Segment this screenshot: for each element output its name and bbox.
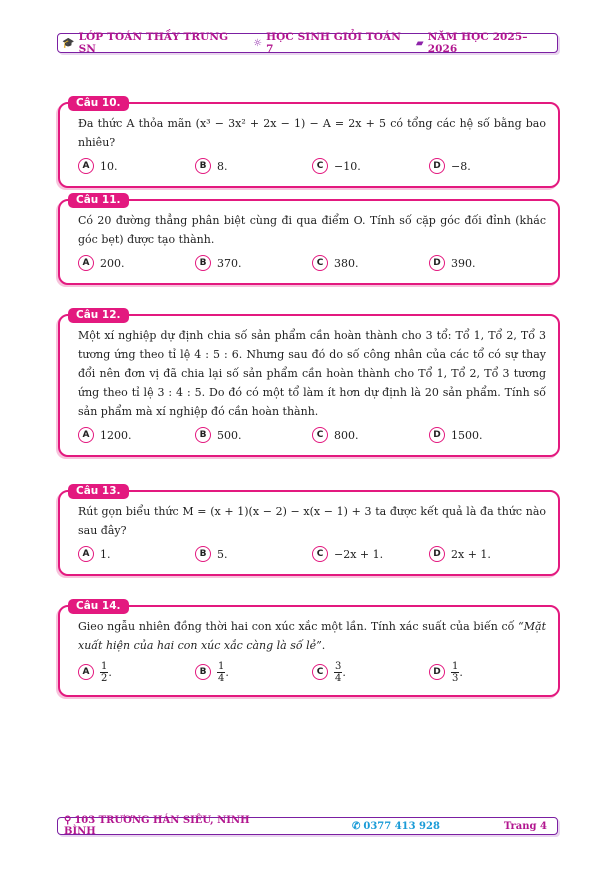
option-b[interactable] xyxy=(195,427,312,443)
option-letter: C xyxy=(312,427,328,443)
option-letter: B xyxy=(195,427,211,443)
footer-address xyxy=(64,815,284,837)
option-c[interactable] xyxy=(312,546,429,562)
option-value: 1200. xyxy=(100,428,132,442)
option-letter: B xyxy=(195,664,211,680)
phone-text: 0377 413 928 xyxy=(363,820,440,832)
option-value: 1. xyxy=(100,547,111,561)
option-b[interactable]: B $\frac{1}{4}$ . xyxy=(195,661,312,684)
option-letter: D xyxy=(429,158,445,174)
option-a[interactable]: A $\frac{1}{2}$ . xyxy=(78,661,195,684)
option-value: 8. xyxy=(217,159,228,173)
question-text: Rút gọn biểu thức M = (x + 1)(x − 2) − x(x − 1) + 3 ta được kết quả là đa thức nào sau đây? xyxy=(78,505,546,537)
question-text xyxy=(78,617,546,655)
option-letter: D xyxy=(429,427,445,443)
header-class-name: LỚP TOÁN THẦY TRUNG SN xyxy=(78,31,229,55)
option-fraction xyxy=(217,661,225,684)
header-subject: HỌC SINH GIỎI TOÁN 7 xyxy=(266,31,401,55)
option-letter: C xyxy=(312,158,328,174)
option-fraction xyxy=(334,661,342,684)
option-value: 800. xyxy=(334,428,359,442)
option-value: 200. xyxy=(100,256,125,270)
question-label: Câu 14. xyxy=(68,599,129,614)
question-14 xyxy=(58,600,560,697)
option-letter: D xyxy=(429,546,445,562)
option-fraction xyxy=(100,661,108,684)
footer-phone xyxy=(352,821,492,832)
fraction-numerator: 1 xyxy=(101,660,108,672)
answer-options xyxy=(78,542,546,566)
option-b[interactable] xyxy=(195,255,312,271)
answer-options xyxy=(78,154,546,178)
page-footer xyxy=(57,817,558,835)
answer-options xyxy=(78,251,546,275)
fraction-denominator: 4 xyxy=(335,672,342,684)
option-letter: A xyxy=(78,664,94,680)
question-label: Câu 10. xyxy=(68,96,129,111)
option-letter: A xyxy=(78,255,94,271)
answer-options xyxy=(78,657,546,687)
address-text: 103 TRƯƠNG HÁN SIÊU, NINH BÌNH xyxy=(64,815,250,837)
option-letter: D xyxy=(429,664,445,680)
option-value: −10. xyxy=(334,159,361,173)
option-d[interactable] xyxy=(429,546,546,562)
fraction-numerator: 3 xyxy=(335,660,342,672)
question-text: Đa thức A thỏa mãn (x³ − 3x² + 2x − 1) − A = 2x + 5 có tổng các hệ số bằng bao nhiêu? xyxy=(78,117,546,149)
answer-options xyxy=(78,423,546,447)
question-10 xyxy=(58,97,560,188)
option-a[interactable] xyxy=(78,427,195,443)
option-a[interactable] xyxy=(78,158,195,174)
question-text-plain: Gieo ngẫu nhiên đồng thời hai con xúc xắc một lần. Tính xác suất của biến cố xyxy=(78,620,519,633)
option-fraction xyxy=(451,661,459,684)
page-number: Trang 4 xyxy=(503,820,547,832)
option-value: 390. xyxy=(451,256,476,270)
question-text-italic: “Mặt xuất hiện của hai con xúc xắc càng là số lẻ” xyxy=(78,620,546,652)
option-value: −2x + 1. xyxy=(334,547,384,561)
header-school-year: NĂM HỌC 2025–2026 xyxy=(427,31,528,55)
option-d[interactable] xyxy=(429,427,546,443)
phone-icon: ✆ xyxy=(352,820,361,832)
option-letter: A xyxy=(78,546,94,562)
option-b[interactable] xyxy=(195,158,312,174)
option-value: 10. xyxy=(100,159,118,173)
option-c[interactable] xyxy=(312,158,429,174)
question-label: Câu 13. xyxy=(68,484,129,499)
option-d[interactable] xyxy=(429,158,546,174)
question-12 xyxy=(58,309,560,457)
map-pin-icon: ⚲ xyxy=(64,815,72,826)
option-d[interactable]: D $\frac{1}{3}$ . xyxy=(429,661,546,684)
question-text-end: . xyxy=(321,639,326,652)
option-value: 380. xyxy=(334,256,359,270)
question-label: Câu 11. xyxy=(68,193,129,208)
option-value: 500. xyxy=(217,428,242,442)
option-c[interactable]: C $\frac{3}{4}$ . xyxy=(312,661,429,684)
option-c[interactable] xyxy=(312,255,429,271)
fraction-numerator: 1 xyxy=(452,660,459,672)
question-11 xyxy=(58,194,560,285)
question-13 xyxy=(58,485,560,576)
option-value: 5. xyxy=(217,547,228,561)
option-letter: A xyxy=(78,427,94,443)
book-icon: ▰ xyxy=(415,37,424,49)
fraction-denominator: 2 xyxy=(101,672,108,684)
option-letter: C xyxy=(312,546,328,562)
fraction-numerator: 1 xyxy=(218,660,225,672)
question-text: Một xí nghiệp dự định chia số sản phẩm cần hoàn thành cho 3 tổ: Tổ 1, Tổ 2, Tổ 3 tương ứng theo tỉ lệ 4 : 5 : 6. Nhưng sau đó do số công nhân của các tổ có sự thay đổi nên đơn vị đã chia lại số sản phẩm cần hoàn thành cho Tổ 1, Tổ 2, Tổ 3 tương ứng theo tỉ lệ 3 : 4 : 5. Do đó có một tổ làm ít hơn dự định là 20 sản phẩm. Tính số sản phẩm mà xí nghiệp đó cần hoàn thành. xyxy=(78,329,546,418)
option-letter: B xyxy=(195,546,211,562)
option-letter: B xyxy=(195,158,211,174)
sun-icon: ☼ xyxy=(253,37,263,49)
option-b[interactable] xyxy=(195,546,312,562)
fraction-denominator: 3 xyxy=(452,672,459,684)
option-letter: B xyxy=(195,255,211,271)
option-letter: D xyxy=(429,255,445,271)
option-letter: A xyxy=(78,158,94,174)
option-a[interactable] xyxy=(78,546,195,562)
page-header xyxy=(57,33,558,53)
option-a[interactable] xyxy=(78,255,195,271)
option-d[interactable] xyxy=(429,255,546,271)
option-value: −8. xyxy=(451,159,471,173)
option-value: 1500. xyxy=(451,428,483,442)
option-value: 2x + 1. xyxy=(451,547,491,561)
question-text: Có 20 đường thẳng phân biệt cùng đi qua điểm O. Tính số cặp góc đối đỉnh (khác góc bẹt) được tạo thành. xyxy=(78,214,546,246)
question-label: Câu 12. xyxy=(68,308,129,323)
option-letter: C xyxy=(312,255,328,271)
option-value: 370. xyxy=(217,256,242,270)
option-c[interactable] xyxy=(312,427,429,443)
option-letter: C xyxy=(312,664,328,680)
fraction-denominator: 4 xyxy=(218,672,225,684)
graduation-cap-icon: 🎓 xyxy=(62,37,75,49)
